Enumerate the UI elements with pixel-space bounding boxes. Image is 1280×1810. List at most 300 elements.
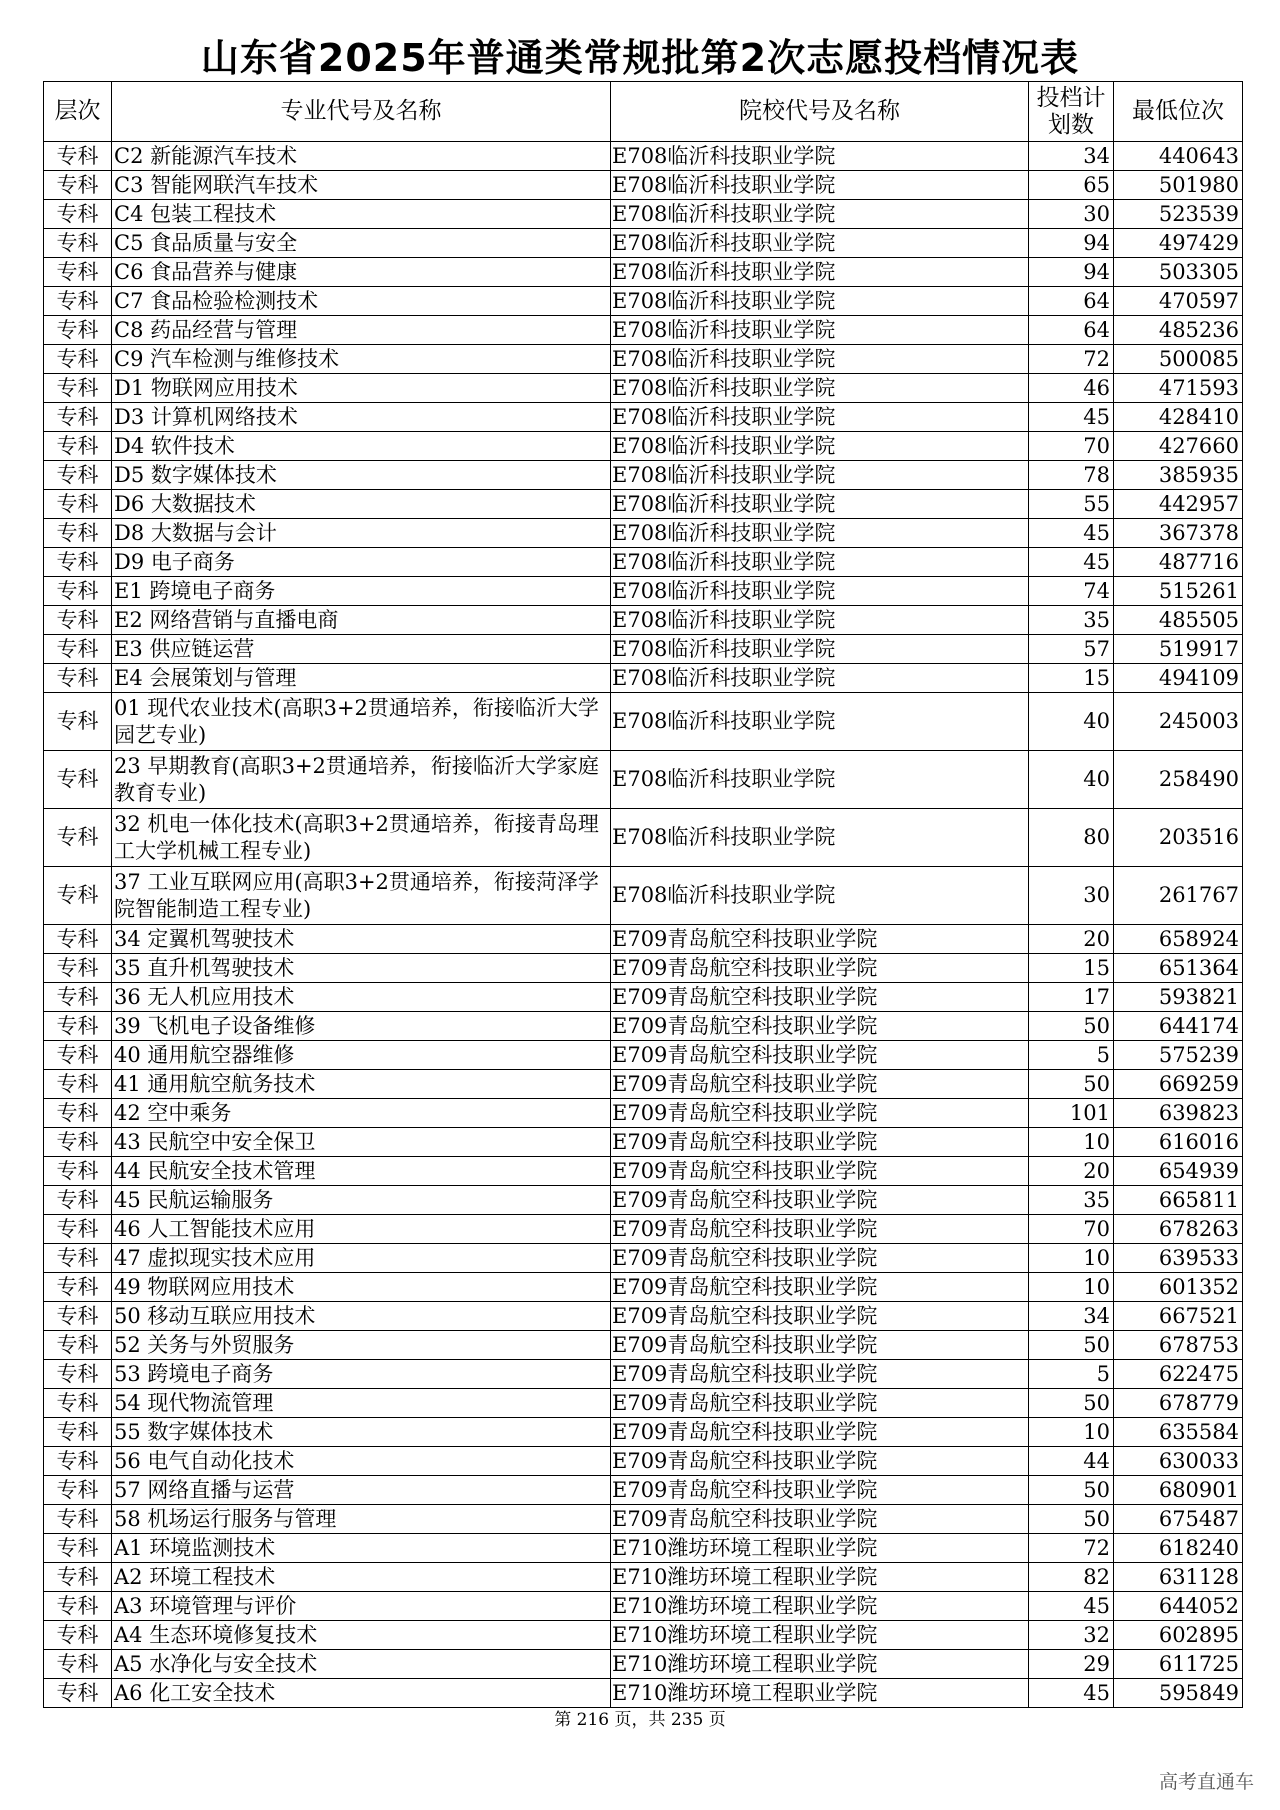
cell-level: 专科 <box>44 432 112 461</box>
cell-major: C3 智能网联汽车技术 <box>112 171 611 200</box>
cell-school: E709青岛航空科技职业学院 <box>611 1012 1029 1041</box>
cell-rank: 654939 <box>1114 1157 1243 1186</box>
cell-school: E708临沂科技职业学院 <box>611 258 1029 287</box>
cell-rank: 639533 <box>1114 1244 1243 1273</box>
cell-school: E709青岛航空科技职业学院 <box>611 1128 1029 1157</box>
cell-level: 专科 <box>44 403 112 432</box>
cell-school: E708临沂科技职业学院 <box>611 490 1029 519</box>
cell-level: 专科 <box>44 519 112 548</box>
cell-major: 01 现代农业技术(高职3+2贯通培养，衔接临沂大学园艺专业) <box>112 693 611 751</box>
cell-level: 专科 <box>44 751 112 809</box>
table-row <box>44 1186 1243 1215</box>
cell-plan: 10 <box>1029 1244 1114 1273</box>
cell-level: 专科 <box>44 142 112 171</box>
cell-school: E708临沂科技职业学院 <box>611 403 1029 432</box>
table-header-row <box>44 82 1243 142</box>
table-row <box>44 1418 1243 1447</box>
header-school: 院校代号及名称 <box>611 82 1029 142</box>
table-row <box>44 1331 1243 1360</box>
table-row <box>44 809 1243 867</box>
cell-level: 专科 <box>44 606 112 635</box>
cell-major: 53 跨境电子商务 <box>112 1360 611 1389</box>
table-row <box>44 751 1243 809</box>
cell-major: 39 飞机电子设备维修 <box>112 1012 611 1041</box>
cell-level: 专科 <box>44 1070 112 1099</box>
cell-rank: 658924 <box>1114 925 1243 954</box>
cell-school: E709青岛航空科技职业学院 <box>611 1447 1029 1476</box>
cell-plan: 50 <box>1029 1012 1114 1041</box>
table-row <box>44 1041 1243 1070</box>
cell-school: E708临沂科技职业学院 <box>611 432 1029 461</box>
table-row <box>44 1563 1243 1592</box>
cell-major: A6 化工安全技术 <box>112 1679 611 1708</box>
cell-school: E708临沂科技职业学院 <box>611 345 1029 374</box>
header-level: 层次 <box>44 82 112 142</box>
cell-school: E708临沂科技职业学院 <box>611 461 1029 490</box>
cell-rank: 427660 <box>1114 432 1243 461</box>
cell-plan: 30 <box>1029 200 1114 229</box>
cell-major: 23 早期教育(高职3+2贯通培养，衔接临沂大学家庭教育专业) <box>112 751 611 809</box>
table-row <box>44 490 1243 519</box>
cell-plan: 15 <box>1029 954 1114 983</box>
cell-major: 37 工业互联网应用(高职3+2贯通培养，衔接菏泽学院智能制造工程专业) <box>112 867 611 925</box>
table-row <box>44 1302 1243 1331</box>
cell-level: 专科 <box>44 1360 112 1389</box>
cell-plan: 46 <box>1029 374 1114 403</box>
cell-level: 专科 <box>44 1389 112 1418</box>
cell-school: E709青岛航空科技职业学院 <box>611 1476 1029 1505</box>
table-row <box>44 1244 1243 1273</box>
cell-level: 专科 <box>44 1273 112 1302</box>
cell-major: A3 环境管理与评价 <box>112 1592 611 1621</box>
cell-plan: 45 <box>1029 1592 1114 1621</box>
cell-major: C4 包装工程技术 <box>112 200 611 229</box>
cell-level: 专科 <box>44 1302 112 1331</box>
cell-rank: 631128 <box>1114 1563 1243 1592</box>
cell-school: E709青岛航空科技职业学院 <box>611 1360 1029 1389</box>
cell-plan: 94 <box>1029 229 1114 258</box>
table-row <box>44 1679 1243 1708</box>
cell-major: C8 药品经营与管理 <box>112 316 611 345</box>
table-row <box>44 925 1243 954</box>
cell-rank: 500085 <box>1114 345 1243 374</box>
admission-table <box>43 81 1243 1708</box>
cell-school: E710潍坊环境工程职业学院 <box>611 1621 1029 1650</box>
table-row <box>44 432 1243 461</box>
cell-plan: 72 <box>1029 345 1114 374</box>
cell-level: 专科 <box>44 548 112 577</box>
cell-plan: 34 <box>1029 1302 1114 1331</box>
cell-school: E710潍坊环境工程职业学院 <box>611 1679 1029 1708</box>
table-row <box>44 287 1243 316</box>
cell-plan: 94 <box>1029 258 1114 287</box>
table-row <box>44 1621 1243 1650</box>
cell-school: E709青岛航空科技职业学院 <box>611 925 1029 954</box>
cell-level: 专科 <box>44 925 112 954</box>
cell-school: E708临沂科技职业学院 <box>611 229 1029 258</box>
cell-school: E708临沂科技职业学院 <box>611 867 1029 925</box>
table-row <box>44 606 1243 635</box>
cell-rank: 440643 <box>1114 142 1243 171</box>
cell-major: D1 物联网应用技术 <box>112 374 611 403</box>
cell-plan: 17 <box>1029 983 1114 1012</box>
cell-major: E4 会展策划与管理 <box>112 664 611 693</box>
cell-level: 专科 <box>44 664 112 693</box>
cell-level: 专科 <box>44 200 112 229</box>
cell-plan: 20 <box>1029 1157 1114 1186</box>
cell-level: 专科 <box>44 577 112 606</box>
cell-rank: 667521 <box>1114 1302 1243 1331</box>
cell-major: 36 无人机应用技术 <box>112 983 611 1012</box>
table-row <box>44 693 1243 751</box>
cell-school: E708临沂科技职业学院 <box>611 374 1029 403</box>
cell-level: 专科 <box>44 1505 112 1534</box>
cell-plan: 40 <box>1029 751 1114 809</box>
table-row <box>44 1012 1243 1041</box>
cell-plan: 50 <box>1029 1476 1114 1505</box>
cell-school: E709青岛航空科技职业学院 <box>611 1070 1029 1099</box>
cell-plan: 45 <box>1029 519 1114 548</box>
cell-major: E1 跨境电子商务 <box>112 577 611 606</box>
cell-rank: 680901 <box>1114 1476 1243 1505</box>
cell-rank: 485236 <box>1114 316 1243 345</box>
cell-school: E709青岛航空科技职业学院 <box>611 1157 1029 1186</box>
table-row <box>44 1128 1243 1157</box>
cell-school: E709青岛航空科技职业学院 <box>611 1186 1029 1215</box>
cell-level: 专科 <box>44 345 112 374</box>
cell-school: E709青岛航空科技职业学院 <box>611 1244 1029 1273</box>
cell-level: 专科 <box>44 258 112 287</box>
cell-level: 专科 <box>44 1099 112 1128</box>
cell-major: 41 通用航空航务技术 <box>112 1070 611 1099</box>
cell-plan: 57 <box>1029 635 1114 664</box>
cell-plan: 45 <box>1029 1679 1114 1708</box>
cell-rank: 678263 <box>1114 1215 1243 1244</box>
table-row <box>44 983 1243 1012</box>
table-row <box>44 1505 1243 1534</box>
cell-level: 专科 <box>44 229 112 258</box>
cell-school: E710潍坊环境工程职业学院 <box>611 1592 1029 1621</box>
table-row <box>44 374 1243 403</box>
cell-plan: 72 <box>1029 1534 1114 1563</box>
cell-major: D5 数字媒体技术 <box>112 461 611 490</box>
cell-school: E709青岛航空科技职业学院 <box>611 1505 1029 1534</box>
table-row <box>44 664 1243 693</box>
table-row <box>44 577 1243 606</box>
cell-rank: 669259 <box>1114 1070 1243 1099</box>
cell-school: E709青岛航空科技职业学院 <box>611 1302 1029 1331</box>
cell-school: E709青岛航空科技职业学院 <box>611 1389 1029 1418</box>
cell-major: 55 数字媒体技术 <box>112 1418 611 1447</box>
table-row <box>44 461 1243 490</box>
cell-plan: 35 <box>1029 1186 1114 1215</box>
cell-level: 专科 <box>44 1012 112 1041</box>
cell-rank: 385935 <box>1114 461 1243 490</box>
cell-plan: 30 <box>1029 867 1114 925</box>
cell-major: A4 生态环境修复技术 <box>112 1621 611 1650</box>
table-row <box>44 1389 1243 1418</box>
cell-level: 专科 <box>44 1186 112 1215</box>
table-row <box>44 200 1243 229</box>
cell-major: 56 电气自动化技术 <box>112 1447 611 1476</box>
cell-rank: 644174 <box>1114 1012 1243 1041</box>
table-row <box>44 1592 1243 1621</box>
cell-rank: 501980 <box>1114 171 1243 200</box>
cell-rank: 442957 <box>1114 490 1243 519</box>
cell-major: 42 空中乘务 <box>112 1099 611 1128</box>
cell-major: 54 现代物流管理 <box>112 1389 611 1418</box>
cell-level: 专科 <box>44 374 112 403</box>
cell-level: 专科 <box>44 983 112 1012</box>
table-row <box>44 1157 1243 1186</box>
cell-rank: 470597 <box>1114 287 1243 316</box>
cell-plan: 78 <box>1029 461 1114 490</box>
cell-rank: 635584 <box>1114 1418 1243 1447</box>
table-row <box>44 548 1243 577</box>
cell-rank: 261767 <box>1114 867 1243 925</box>
cell-rank: 630033 <box>1114 1447 1243 1476</box>
cell-rank: 485505 <box>1114 606 1243 635</box>
cell-school: E709青岛航空科技职业学院 <box>611 983 1029 1012</box>
cell-major: C9 汽车检测与维修技术 <box>112 345 611 374</box>
cell-plan: 10 <box>1029 1128 1114 1157</box>
cell-school: E709青岛航空科技职业学院 <box>611 1418 1029 1447</box>
cell-rank: 503305 <box>1114 258 1243 287</box>
cell-level: 专科 <box>44 1592 112 1621</box>
cell-level: 专科 <box>44 1534 112 1563</box>
cell-level: 专科 <box>44 867 112 925</box>
cell-school: E710潍坊环境工程职业学院 <box>611 1534 1029 1563</box>
cell-major: 34 定翼机驾驶技术 <box>112 925 611 954</box>
cell-major: C7 食品检验检测技术 <box>112 287 611 316</box>
cell-rank: 494109 <box>1114 664 1243 693</box>
cell-level: 专科 <box>44 1041 112 1070</box>
cell-school: E709青岛航空科技职业学院 <box>611 1331 1029 1360</box>
cell-school: E708临沂科技职业学院 <box>611 809 1029 867</box>
table-row <box>44 171 1243 200</box>
cell-level: 专科 <box>44 1447 112 1476</box>
cell-school: E709青岛航空科技职业学院 <box>611 1099 1029 1128</box>
header-rank: 最低位次 <box>1114 82 1243 142</box>
cell-level: 专科 <box>44 1331 112 1360</box>
cell-plan: 34 <box>1029 142 1114 171</box>
cell-plan: 65 <box>1029 171 1114 200</box>
cell-major: 32 机电一体化技术(高职3+2贯通培养，衔接青岛理工大学机械工程专业) <box>112 809 611 867</box>
cell-plan: 55 <box>1029 490 1114 519</box>
cell-level: 专科 <box>44 1215 112 1244</box>
cell-major: A5 水净化与安全技术 <box>112 1650 611 1679</box>
table-row <box>44 1273 1243 1302</box>
cell-school: E708临沂科技职业学院 <box>611 635 1029 664</box>
cell-rank: 367378 <box>1114 519 1243 548</box>
cell-major: E3 供应链运营 <box>112 635 611 664</box>
table-body <box>44 142 1243 1708</box>
cell-plan: 50 <box>1029 1070 1114 1099</box>
cell-school: E708临沂科技职业学院 <box>611 200 1029 229</box>
cell-level: 专科 <box>44 1563 112 1592</box>
cell-major: 46 人工智能技术应用 <box>112 1215 611 1244</box>
cell-level: 专科 <box>44 316 112 345</box>
cell-rank: 515261 <box>1114 577 1243 606</box>
table-row <box>44 635 1243 664</box>
cell-rank: 428410 <box>1114 403 1243 432</box>
cell-plan: 64 <box>1029 287 1114 316</box>
table-row <box>44 1099 1243 1128</box>
cell-level: 专科 <box>44 490 112 519</box>
cell-school: E709青岛航空科技职业学院 <box>611 1215 1029 1244</box>
cell-school: E708临沂科技职业学院 <box>611 142 1029 171</box>
cell-major: C2 新能源汽车技术 <box>112 142 611 171</box>
watermark: 高考直通车 <box>1158 1771 1254 1793</box>
cell-rank: 665811 <box>1114 1186 1243 1215</box>
cell-plan: 70 <box>1029 432 1114 461</box>
cell-major: 57 网络直播与运营 <box>112 1476 611 1505</box>
cell-level: 专科 <box>44 1621 112 1650</box>
cell-rank: 616016 <box>1114 1128 1243 1157</box>
cell-plan: 50 <box>1029 1331 1114 1360</box>
table-row <box>44 316 1243 345</box>
cell-school: E708临沂科技职业学院 <box>611 577 1029 606</box>
cell-plan: 50 <box>1029 1505 1114 1534</box>
cell-rank: 651364 <box>1114 954 1243 983</box>
cell-rank: 519917 <box>1114 635 1243 664</box>
cell-rank: 622475 <box>1114 1360 1243 1389</box>
cell-level: 专科 <box>44 287 112 316</box>
table-row <box>44 867 1243 925</box>
cell-major: 49 物联网应用技术 <box>112 1273 611 1302</box>
table-row <box>44 519 1243 548</box>
cell-level: 专科 <box>44 171 112 200</box>
cell-plan: 32 <box>1029 1621 1114 1650</box>
cell-level: 专科 <box>44 1128 112 1157</box>
cell-plan: 40 <box>1029 693 1114 751</box>
cell-rank: 618240 <box>1114 1534 1243 1563</box>
cell-plan: 80 <box>1029 809 1114 867</box>
cell-plan: 70 <box>1029 1215 1114 1244</box>
cell-level: 专科 <box>44 1679 112 1708</box>
cell-plan: 74 <box>1029 577 1114 606</box>
cell-school: E708临沂科技职业学院 <box>611 519 1029 548</box>
cell-level: 专科 <box>44 461 112 490</box>
cell-rank: 471593 <box>1114 374 1243 403</box>
cell-plan: 29 <box>1029 1650 1114 1679</box>
cell-school: E708临沂科技职业学院 <box>611 693 1029 751</box>
table-row <box>44 1447 1243 1476</box>
cell-plan: 35 <box>1029 606 1114 635</box>
cell-plan: 5 <box>1029 1041 1114 1070</box>
page-footer: 第 216 页，共 235 页 <box>554 1710 726 1730</box>
cell-rank: 523539 <box>1114 200 1243 229</box>
cell-plan: 101 <box>1029 1099 1114 1128</box>
cell-school: E708临沂科技职业学院 <box>611 606 1029 635</box>
cell-major: 35 直升机驾驶技术 <box>112 954 611 983</box>
cell-level: 专科 <box>44 1418 112 1447</box>
cell-rank: 487716 <box>1114 548 1243 577</box>
cell-level: 专科 <box>44 635 112 664</box>
cell-major: D8 大数据与会计 <box>112 519 611 548</box>
cell-major: D3 计算机网络技术 <box>112 403 611 432</box>
cell-school: E710潍坊环境工程职业学院 <box>611 1563 1029 1592</box>
cell-school: E709青岛航空科技职业学院 <box>611 1273 1029 1302</box>
table-row <box>44 258 1243 287</box>
cell-major: 58 机场运行服务与管理 <box>112 1505 611 1534</box>
cell-rank: 611725 <box>1114 1650 1243 1679</box>
cell-school: E709青岛航空科技职业学院 <box>611 1041 1029 1070</box>
cell-major: C6 食品营养与健康 <box>112 258 611 287</box>
table-row <box>44 1476 1243 1505</box>
cell-school: E708临沂科技职业学院 <box>611 548 1029 577</box>
cell-school: E708临沂科技职业学院 <box>611 171 1029 200</box>
table-row <box>44 1215 1243 1244</box>
cell-rank: 203516 <box>1114 809 1243 867</box>
table-row <box>44 403 1243 432</box>
cell-level: 专科 <box>44 1157 112 1186</box>
cell-school: E708临沂科技职业学院 <box>611 287 1029 316</box>
cell-school: E708临沂科技职业学院 <box>611 664 1029 693</box>
table-row <box>44 142 1243 171</box>
cell-school: E710潍坊环境工程职业学院 <box>611 1650 1029 1679</box>
cell-plan: 20 <box>1029 925 1114 954</box>
cell-plan: 45 <box>1029 548 1114 577</box>
cell-rank: 644052 <box>1114 1592 1243 1621</box>
cell-plan: 82 <box>1029 1563 1114 1592</box>
header-plan: 投档计划数 <box>1029 82 1114 142</box>
page-title: 山东省2025年普通类常规批第2次志愿投档情况表 <box>200 36 1080 80</box>
cell-school: E708临沂科技职业学院 <box>611 316 1029 345</box>
cell-rank: 639823 <box>1114 1099 1243 1128</box>
cell-level: 专科 <box>44 809 112 867</box>
cell-rank: 497429 <box>1114 229 1243 258</box>
cell-major: D6 大数据技术 <box>112 490 611 519</box>
cell-major: E2 网络营销与直播电商 <box>112 606 611 635</box>
cell-rank: 258490 <box>1114 751 1243 809</box>
table-row <box>44 1534 1243 1563</box>
cell-major: D4 软件技术 <box>112 432 611 461</box>
cell-plan: 10 <box>1029 1273 1114 1302</box>
cell-plan: 5 <box>1029 1360 1114 1389</box>
cell-major: A1 环境监测技术 <box>112 1534 611 1563</box>
cell-major: 47 虚拟现实技术应用 <box>112 1244 611 1273</box>
cell-rank: 593821 <box>1114 983 1243 1012</box>
cell-rank: 575239 <box>1114 1041 1243 1070</box>
cell-major: 44 民航安全技术管理 <box>112 1157 611 1186</box>
table-row <box>44 1070 1243 1099</box>
cell-rank: 595849 <box>1114 1679 1243 1708</box>
cell-major: A2 环境工程技术 <box>112 1563 611 1592</box>
table-row <box>44 954 1243 983</box>
cell-major: 52 关务与外贸服务 <box>112 1331 611 1360</box>
cell-plan: 44 <box>1029 1447 1114 1476</box>
header-major: 专业代号及名称 <box>112 82 611 142</box>
cell-level: 专科 <box>44 1476 112 1505</box>
cell-level: 专科 <box>44 1650 112 1679</box>
cell-rank: 601352 <box>1114 1273 1243 1302</box>
table-row <box>44 1650 1243 1679</box>
cell-rank: 602895 <box>1114 1621 1243 1650</box>
cell-rank: 245003 <box>1114 693 1243 751</box>
cell-school: E709青岛航空科技职业学院 <box>611 954 1029 983</box>
cell-level: 专科 <box>44 954 112 983</box>
cell-school: E708临沂科技职业学院 <box>611 751 1029 809</box>
cell-major: 45 民航运输服务 <box>112 1186 611 1215</box>
cell-plan: 45 <box>1029 403 1114 432</box>
cell-plan: 10 <box>1029 1418 1114 1447</box>
cell-plan: 50 <box>1029 1389 1114 1418</box>
table-row <box>44 345 1243 374</box>
cell-plan: 15 <box>1029 664 1114 693</box>
table-row <box>44 1360 1243 1389</box>
cell-major: C5 食品质量与安全 <box>112 229 611 258</box>
